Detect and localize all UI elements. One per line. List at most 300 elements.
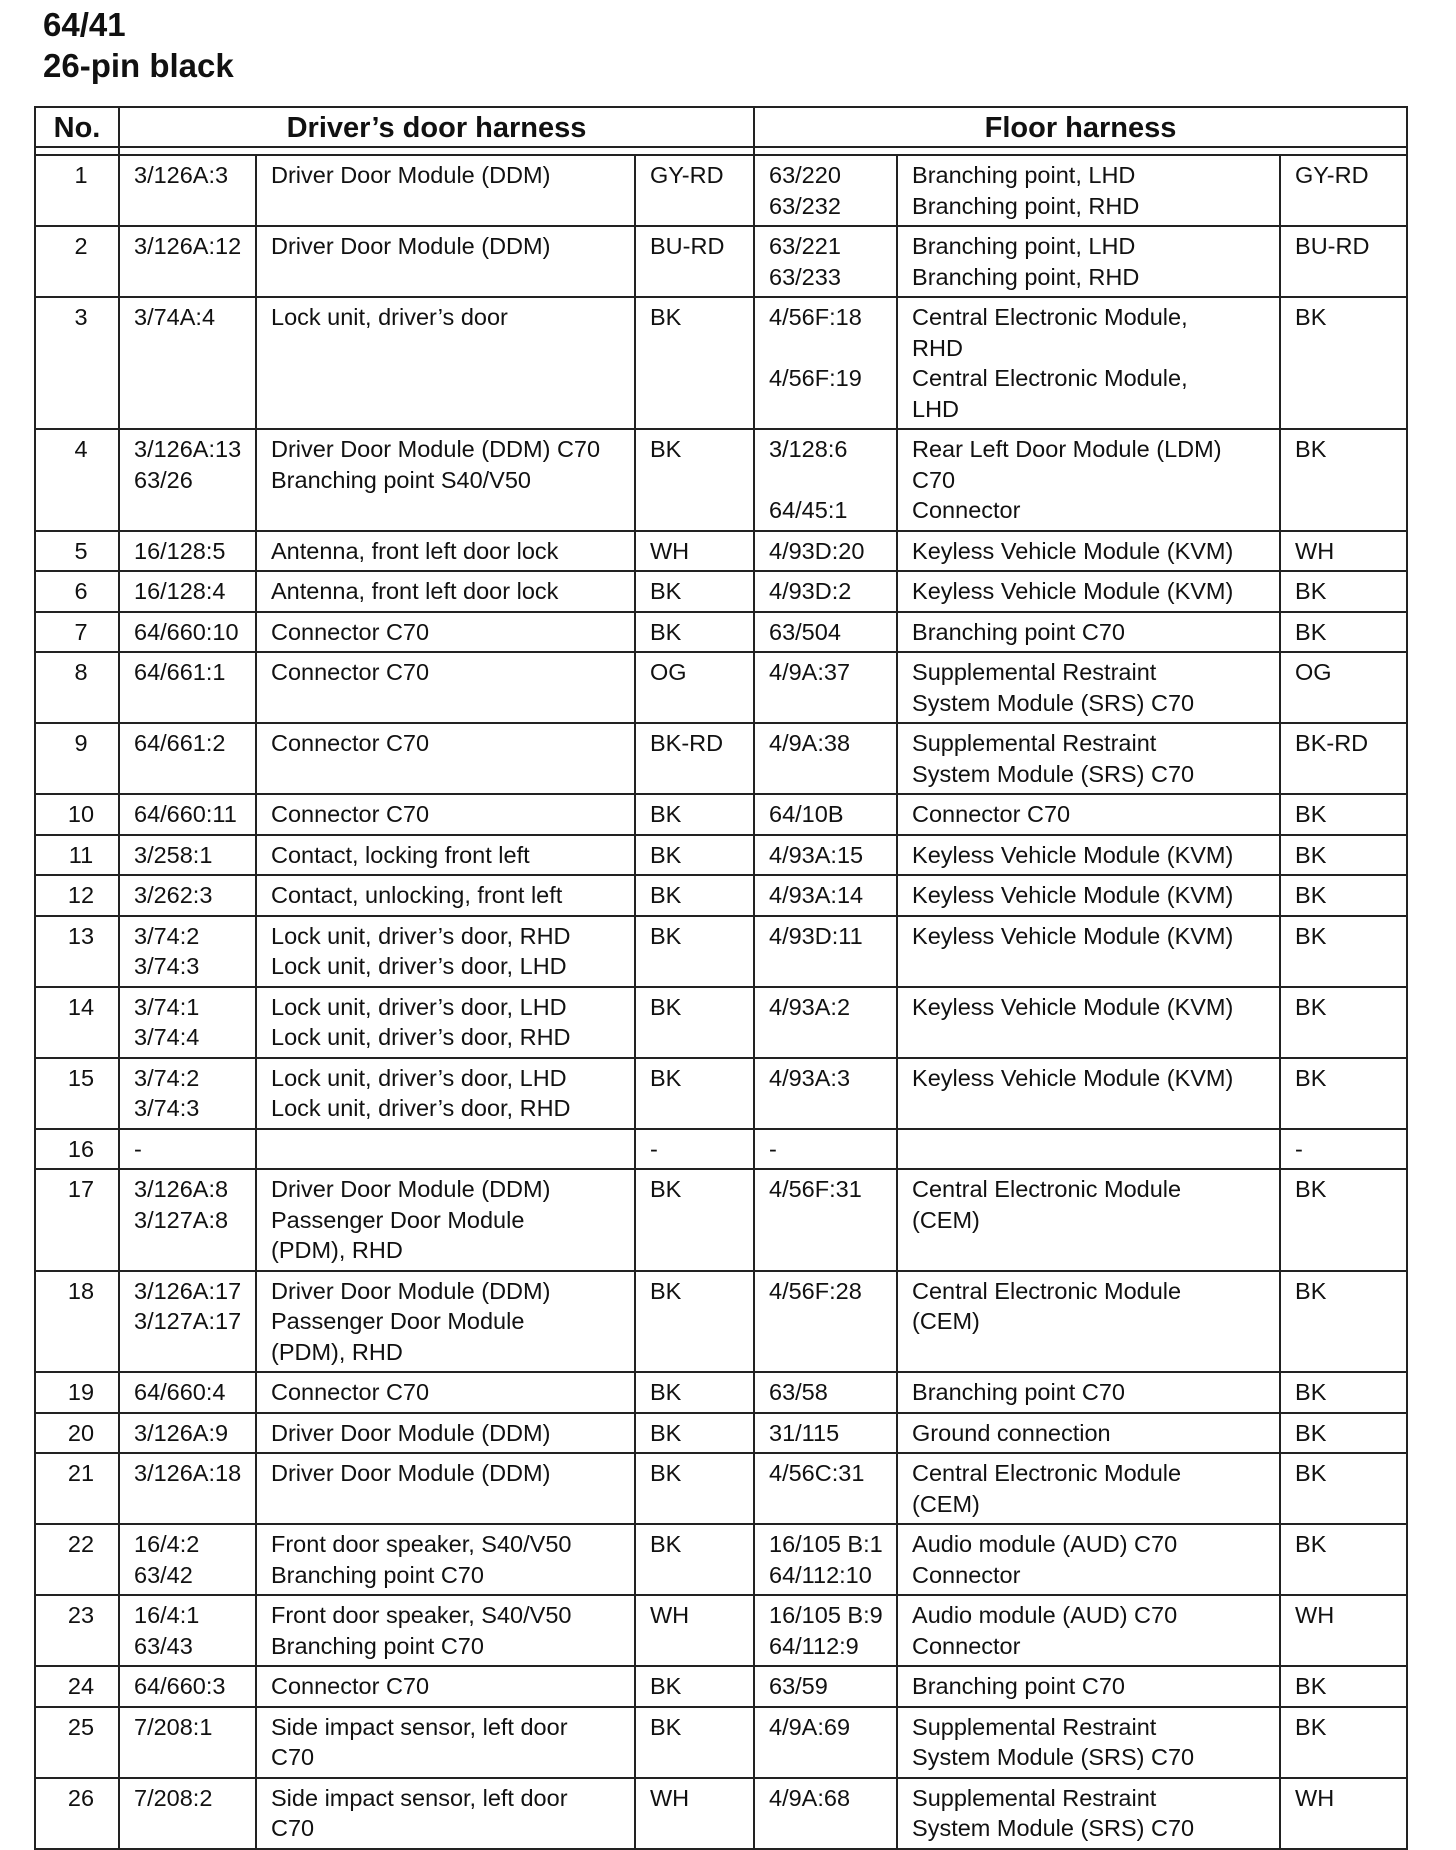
driver-wire-color-cell (635, 1595, 754, 1666)
floor-code-cell (754, 155, 897, 226)
floor-description-cell (897, 1666, 1280, 1707)
floor-code-cell (754, 1169, 897, 1271)
pin-number-cell (35, 571, 119, 612)
floor-wire-color-cell (1280, 1058, 1407, 1129)
pin-number: 4 (74, 436, 88, 462)
floor-description-cell (897, 1524, 1280, 1595)
pin-number: 14 (67, 993, 95, 1020)
driver-description: Passenger Door Module (271, 1308, 525, 1334)
driver-description: Connector C70 (271, 659, 430, 685)
driver-code: 64/660:3 (134, 1673, 226, 1699)
driver-wire-color: BK (650, 1673, 682, 1699)
floor-code-cell (754, 1413, 897, 1454)
floor-description: System Module (SRS) C70 (912, 1815, 1195, 1841)
pin-number: 8 (74, 659, 88, 685)
floor-code-cell (754, 1271, 897, 1373)
pin-number: 17 (67, 1176, 95, 1202)
floor-code: 4/93A:15 (769, 841, 864, 868)
driver-wire-color-cell (635, 155, 754, 226)
driver-description: Lock unit, driver’s door, LHD (271, 1064, 567, 1091)
pin-number: 24 (67, 1673, 95, 1699)
table-row (35, 1058, 1407, 1129)
floor-description: System Module (SRS) C70 (912, 760, 1195, 787)
driver-code-cell (119, 1524, 256, 1595)
floor-code: 4/93A:14 (769, 882, 864, 908)
driver-code-cell (119, 1372, 256, 1413)
driver-description-cell (256, 1271, 635, 1373)
driver-description: Branching point C70 (271, 1632, 484, 1659)
driver-code-cell (119, 835, 256, 876)
pin-number-cell (35, 1372, 119, 1413)
driver-wire-color: BU-RD (650, 233, 725, 259)
driver-wire-color-cell (635, 1129, 754, 1170)
header-row (35, 107, 1407, 147)
driver-description: Branching point C70 (271, 1561, 484, 1588)
floor-code: 63/59 (769, 1673, 828, 1699)
driver-code: 64/660:4 (134, 1379, 226, 1405)
floor-description: Keyless Vehicle Module (KVM) (912, 882, 1234, 908)
driver-description: Driver Door Module (DDM) (271, 233, 551, 259)
driver-wire-color: BK (650, 304, 682, 330)
driver-code-cell (119, 1169, 256, 1271)
driver-code: 16/4:2 (134, 1531, 200, 1557)
floor-description-cell (897, 1129, 1280, 1170)
driver-code: 3/126A:3 (134, 162, 229, 188)
driver-description-cell (256, 1129, 635, 1170)
driver-code-cell (119, 1778, 256, 1849)
pin-number-cell (35, 531, 119, 572)
table-row (35, 1707, 1407, 1778)
floor-description: Branching point, RHD (912, 192, 1140, 219)
pin-number-cell (35, 1524, 119, 1595)
driver-description-cell (256, 1524, 635, 1595)
floor-description-cell (897, 723, 1280, 794)
driver-code-cell (119, 1413, 256, 1454)
floor-description-cell (897, 531, 1280, 572)
floor-wire-color-cell (1280, 1595, 1407, 1666)
floor-wire-color-cell (1280, 226, 1407, 297)
driver-code-cell (119, 1129, 256, 1170)
driver-wire-color-cell (635, 1372, 754, 1413)
driver-code-cell (119, 652, 256, 723)
floor-wire-color: BK (1295, 304, 1327, 330)
driver-description-cell (256, 1058, 635, 1129)
driver-code: 7/208:2 (134, 1784, 213, 1811)
floor-code: 63/58 (769, 1379, 828, 1405)
driver-code: 3/258:1 (134, 841, 213, 868)
table-row (35, 916, 1407, 987)
floor-code-cell (754, 1778, 897, 1849)
floor-code: 16/105 B:1 (769, 1531, 883, 1557)
floor-description: Central Electronic Module, (912, 304, 1188, 330)
driver-wire-color: - (650, 1135, 658, 1162)
table-row (35, 723, 1407, 794)
pin-number: 19 (67, 1379, 95, 1405)
pin-number-cell (35, 612, 119, 653)
driver-wire-color-cell (635, 297, 754, 429)
driver-code-cell (119, 155, 256, 226)
floor-code-cell (754, 723, 897, 794)
floor-code: 31/115 (769, 1419, 840, 1446)
pin-number: 16 (67, 1135, 95, 1162)
floor-wire-color-cell (1280, 1778, 1407, 1849)
pin-number-cell (35, 226, 119, 297)
pin-number: 10 (67, 801, 95, 827)
floor-wire-color: BK (1295, 922, 1327, 949)
floor-code: 4/93D:11 (769, 922, 863, 949)
driver-code-cell (119, 723, 256, 794)
pin-number-cell (35, 1271, 119, 1373)
floor-code-cell (754, 1595, 897, 1666)
floor-wire-color-cell (1280, 835, 1407, 876)
driver-wire-color-cell (635, 571, 754, 612)
floor-wire-color: OG (1295, 659, 1332, 685)
pin-number-cell (35, 1666, 119, 1707)
floor-code: 4/9A:68 (769, 1784, 851, 1811)
pin-number-cell (35, 652, 119, 723)
driver-description-cell (256, 987, 635, 1058)
driver-code: 3/126A:12 (134, 233, 242, 259)
floor-wire-color: BK (1295, 578, 1327, 604)
header-no: No. (35, 107, 119, 147)
driver-code: 63/42 (134, 1561, 193, 1588)
driver-wire-color: WH (650, 537, 690, 564)
driver-description: Driver Door Module (DDM) (271, 1419, 551, 1446)
floor-code-cell (754, 571, 897, 612)
driver-description: Driver Door Module (DDM) (271, 1277, 551, 1304)
driver-wire-color: BK (650, 1379, 682, 1405)
floor-wire-color: WH (1295, 537, 1335, 564)
floor-description: Branching point C70 (912, 618, 1125, 645)
floor-wire-color-cell (1280, 652, 1407, 723)
table-row (35, 1453, 1407, 1524)
floor-wire-color-cell (1280, 1524, 1407, 1595)
driver-wire-color: BK (650, 578, 682, 604)
floor-code-cell (754, 531, 897, 572)
floor-code: 4/9A:69 (769, 1713, 851, 1740)
floor-wire-color: - (1295, 1135, 1303, 1162)
driver-description: Antenna, front left door lock (271, 537, 559, 564)
table-row (35, 297, 1407, 429)
driver-code: 3/126A:8 (134, 1176, 229, 1202)
floor-wire-color: BK (1295, 801, 1327, 827)
floor-description: Keyless Vehicle Module (KVM) (912, 922, 1234, 949)
floor-wire-color: BK (1295, 618, 1327, 645)
floor-description: Branching point, LHD (912, 233, 1136, 259)
pin-number-cell (35, 1595, 119, 1666)
driver-wire-color: BK (650, 922, 682, 949)
floor-code: - (769, 1135, 777, 1162)
driver-code: 3/74:2 (134, 922, 200, 949)
table-row (35, 612, 1407, 653)
floor-wire-color-cell (1280, 916, 1407, 987)
floor-wire-color-cell (1280, 297, 1407, 429)
floor-code-cell (754, 429, 897, 531)
driver-code: 16/128:4 (134, 578, 226, 604)
pin-number-cell (35, 1413, 119, 1454)
driver-description: Side impact sensor, left door (271, 1713, 568, 1740)
floor-description: Connector C70 (912, 801, 1071, 827)
driver-code-cell (119, 297, 256, 429)
table-row (35, 652, 1407, 723)
floor-code-cell (754, 1666, 897, 1707)
floor-wire-color-cell (1280, 1707, 1407, 1778)
floor-description: Branching point, LHD (912, 162, 1136, 188)
floor-description-cell (897, 1372, 1280, 1413)
driver-code-cell (119, 1707, 256, 1778)
floor-code: 4/56F:28 (769, 1277, 862, 1304)
floor-code-cell (754, 987, 897, 1058)
pin-rows (35, 155, 1407, 1849)
driver-code: 3/126A:9 (134, 1419, 229, 1446)
floor-code: 4/93D:2 (769, 578, 852, 604)
floor-wire-color: BK (1295, 1460, 1327, 1486)
table-row (35, 1372, 1407, 1413)
floor-wire-color-cell (1280, 1169, 1407, 1271)
floor-description: Connector (912, 1561, 1021, 1588)
driver-code: 3/127A:8 (134, 1206, 229, 1233)
table-row (35, 1129, 1407, 1170)
driver-code: 64/661:1 (134, 659, 226, 685)
driver-code: 3/126A:13 (134, 436, 242, 462)
driver-description: Contact, unlocking, front left (271, 882, 563, 908)
floor-description-cell (897, 875, 1280, 916)
floor-code-cell (754, 1372, 897, 1413)
driver-description: Lock unit, driver’s door, LHD (271, 993, 567, 1020)
driver-description: Front door speaker, S40/V50 (271, 1531, 572, 1557)
pin-number-cell (35, 1707, 119, 1778)
pin-number-cell (35, 794, 119, 835)
driver-description-cell (256, 1707, 635, 1778)
driver-wire-color: BK (650, 882, 682, 908)
pin-number: 20 (67, 1419, 95, 1446)
floor-wire-color-cell (1280, 794, 1407, 835)
pin-number: 3 (74, 304, 88, 330)
floor-description: System Module (SRS) C70 (912, 1744, 1195, 1770)
floor-code: 4/56C:31 (769, 1460, 865, 1486)
pin-number-cell (35, 429, 119, 531)
pin-number: 9 (74, 730, 88, 756)
pin-table (34, 106, 1408, 1850)
pin-number-cell (35, 1169, 119, 1271)
floor-description: Supplemental Restraint (912, 1713, 1157, 1740)
table-row (35, 1271, 1407, 1373)
floor-description: Rear Left Door Module (LDM) (912, 436, 1222, 462)
driver-description-cell (256, 1372, 635, 1413)
floor-description: Keyless Vehicle Module (KVM) (912, 1064, 1234, 1091)
floor-wire-color: BK (1295, 1176, 1327, 1202)
driver-code: - (134, 1135, 142, 1162)
driver-description-cell (256, 1413, 635, 1454)
driver-description: Connector C70 (271, 618, 430, 645)
driver-description-cell (256, 794, 635, 835)
driver-description-cell (256, 723, 635, 794)
floor-code: 3/128:6 (769, 436, 848, 462)
driver-description: Driver Door Module (DDM) (271, 1460, 551, 1486)
floor-description-cell (897, 612, 1280, 653)
driver-description: Lock unit, driver’s door, RHD (271, 922, 571, 949)
floor-code-cell (754, 1707, 897, 1778)
driver-code-cell (119, 1058, 256, 1129)
floor-description: Audio module (AUD) C70 (912, 1602, 1178, 1628)
floor-description-cell (897, 429, 1280, 531)
floor-wire-color: BK (1295, 1277, 1327, 1304)
driver-description: Side impact sensor, left door (271, 1784, 568, 1811)
driver-code: 3/74:2 (134, 1064, 200, 1091)
table-row (35, 794, 1407, 835)
floor-wire-color-cell (1280, 612, 1407, 653)
pin-number-cell (35, 1778, 119, 1849)
floor-description: Supplemental Restraint (912, 730, 1157, 756)
floor-description: Connector (912, 497, 1021, 523)
driver-code: 7/208:1 (134, 1713, 213, 1740)
floor-description: Keyless Vehicle Module (KVM) (912, 578, 1234, 604)
connector-id: 64/41 (43, 6, 126, 43)
floor-code: 4/9A:37 (769, 659, 851, 685)
driver-code: 16/4:1 (134, 1602, 200, 1628)
driver-description: Connector C70 (271, 1379, 430, 1405)
driver-description-cell (256, 835, 635, 876)
driver-code: 16/128:5 (134, 537, 226, 564)
table-row (35, 155, 1407, 226)
driver-code-cell (119, 531, 256, 572)
driver-description: Lock unit, driver’s door, RHD (271, 1095, 571, 1121)
driver-code: 3/74A:4 (134, 304, 216, 330)
floor-code: 16/105 B:9 (769, 1602, 883, 1628)
driver-code: 63/26 (134, 466, 193, 493)
floor-description-cell (897, 916, 1280, 987)
header-floor-harness: Floor harness (754, 107, 1407, 147)
driver-wire-color: WH (650, 1602, 690, 1628)
floor-code: 4/56F:18 (769, 304, 862, 330)
driver-wire-color: BK (650, 1176, 682, 1202)
driver-wire-color: BK (650, 436, 682, 462)
driver-description-cell (256, 297, 635, 429)
driver-wire-color-cell (635, 612, 754, 653)
table-row (35, 987, 1407, 1058)
floor-description-cell (897, 794, 1280, 835)
driver-description: Antenna, front left door lock (271, 578, 559, 604)
table-row (35, 875, 1407, 916)
driver-code: 3/126A:18 (134, 1460, 242, 1486)
floor-description: Supplemental Restraint (912, 659, 1157, 685)
driver-code-cell (119, 1453, 256, 1524)
floor-description-cell (897, 1169, 1280, 1271)
driver-code: 3/126A:17 (134, 1277, 242, 1304)
floor-code: 64/112:10 (769, 1561, 872, 1588)
floor-code-cell (754, 875, 897, 916)
header-drivers-door-harness: Driver’s door harness (119, 107, 754, 147)
floor-description-cell (897, 652, 1280, 723)
driver-description: Lock unit, driver’s door, LHD (271, 953, 567, 979)
driver-code-cell (119, 916, 256, 987)
floor-wire-color-cell (1280, 875, 1407, 916)
driver-description-cell (256, 1778, 635, 1849)
floor-code-cell (754, 612, 897, 653)
driver-code: 3/127A:17 (134, 1308, 242, 1334)
floor-description-cell (897, 1413, 1280, 1454)
floor-description: Supplemental Restraint (912, 1784, 1157, 1811)
pin-number-cell (35, 987, 119, 1058)
floor-wire-color-cell (1280, 1271, 1407, 1373)
driver-code: 64/661:2 (134, 730, 226, 756)
driver-code: 64/660:10 (134, 618, 239, 645)
driver-description-cell (256, 652, 635, 723)
driver-wire-color-cell (635, 1058, 754, 1129)
floor-wire-color-cell (1280, 571, 1407, 612)
driver-description: C70 (271, 1815, 315, 1841)
driver-wire-color-cell (635, 1413, 754, 1454)
driver-code-cell (119, 1595, 256, 1666)
floor-description-cell (897, 297, 1280, 429)
floor-wire-color-cell (1280, 1413, 1407, 1454)
driver-wire-color: GY-RD (650, 162, 724, 188)
floor-description: LHD (912, 395, 960, 422)
floor-wire-color: BK (1295, 841, 1327, 868)
driver-description: Connector C70 (271, 801, 430, 827)
driver-description: Passenger Door Module (271, 1206, 525, 1233)
floor-wire-color: BK (1295, 1673, 1327, 1699)
driver-wire-color-cell (635, 916, 754, 987)
driver-wire-color-cell (635, 987, 754, 1058)
table-row (35, 1524, 1407, 1595)
floor-code (769, 333, 890, 364)
floor-description-cell (897, 1271, 1280, 1373)
driver-description: Connector C70 (271, 730, 430, 756)
floor-code: 63/220 (769, 162, 841, 188)
driver-description-cell (256, 1666, 635, 1707)
floor-code: 4/56F:31 (769, 1176, 862, 1202)
pin-number-cell (35, 835, 119, 876)
driver-description-cell (256, 1595, 635, 1666)
floor-wire-color: BK (1295, 993, 1327, 1020)
pin-number: 7 (74, 618, 88, 645)
driver-wire-color-cell (635, 1707, 754, 1778)
pin-number-cell (35, 297, 119, 429)
driver-description-cell (256, 429, 635, 531)
driver-description: Connector C70 (271, 1673, 430, 1699)
floor-description: Branching point C70 (912, 1379, 1125, 1405)
driver-wire-color-cell (635, 1169, 754, 1271)
pin-number: 26 (67, 1784, 95, 1811)
floor-description-cell (897, 155, 1280, 226)
floor-code-cell (754, 652, 897, 723)
floor-description: Ground connection (912, 1419, 1111, 1446)
floor-code-cell (754, 1524, 897, 1595)
connector-type: 26-pin black (43, 47, 234, 84)
floor-wire-color-cell (1280, 987, 1407, 1058)
floor-code: 63/504 (769, 618, 841, 645)
floor-code-cell (754, 835, 897, 876)
driver-wire-color: WH (650, 1784, 690, 1811)
driver-code-cell (119, 875, 256, 916)
floor-description: Branching point, RHD (912, 263, 1140, 290)
floor-description-cell (897, 1058, 1280, 1129)
floor-code-cell (754, 794, 897, 835)
pin-number-cell (35, 1129, 119, 1170)
table-row (35, 571, 1407, 612)
floor-wire-color-cell (1280, 1453, 1407, 1524)
table-row (35, 835, 1407, 876)
floor-description: Central Electronic Module (912, 1460, 1182, 1486)
floor-description: System Module (SRS) C70 (912, 689, 1195, 716)
pin-number: 25 (67, 1713, 95, 1740)
driver-wire-color: BK (650, 1531, 682, 1557)
floor-description-cell (897, 1595, 1280, 1666)
header-gap (35, 147, 1407, 155)
floor-description: (CEM) (912, 1206, 980, 1233)
table-row (35, 429, 1407, 531)
